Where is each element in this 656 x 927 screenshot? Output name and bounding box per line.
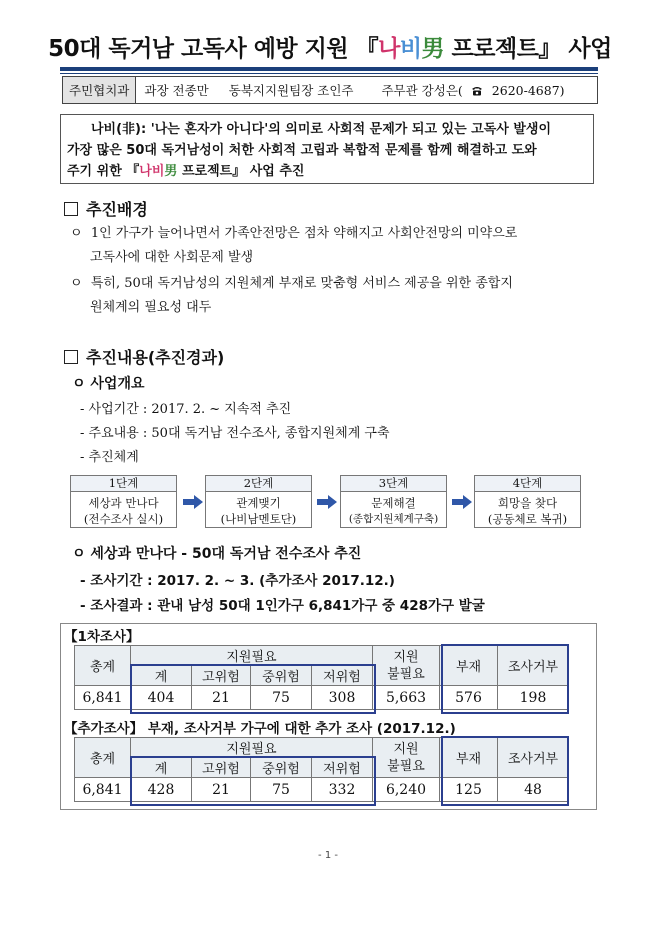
arrow-right-icon [183,495,203,509]
add-survey-label: 【추가조사】 부재, 조사거부 가구에 대한 추가 조사 (2017.12.) [64,721,456,737]
background-item: ㅇ 특히, 50대 독거남성의 지원체계 부재로 맞춤형 서비스 제공을 위한 종합지 원체계의 필요성 대두 [70,276,513,315]
header-refused: 조사거부 [498,646,569,686]
section-heading-contents: 추진내용(추진경과) [64,345,224,368]
project-period: - 사업기간 : 2017. 2. ~ 지속적 추진 [80,402,292,417]
summary-box [60,114,594,184]
header-sum: 계 [131,758,192,778]
header-absent: 부재 [440,646,498,686]
header-total: 총계 [75,646,131,686]
highlight-box-absent-refused [441,736,569,806]
title-rule [60,67,598,71]
header-no-need: 지원 불필요 [373,646,440,686]
survey-period: - 조사기간 : 2017. 2. ~ 3. (추가조사 2017.12.) [80,573,395,589]
header-support-needed: 지원필요 [131,646,373,666]
header-high: 고위험 [192,758,251,778]
table-row: 6,841 428 21 75 332 6,240 125 48 [75,778,569,802]
highlight-box-support [130,756,376,806]
arrow-right-icon [452,495,472,509]
section-heading-background: 추진배경 [64,197,148,220]
survey-title: ㅇ 세상과 만나다 - 50대 독거남 전수조사 추진 [72,546,362,562]
title-rule-thin [60,73,598,74]
header-mid: 중위험 [251,666,312,686]
header-low: 저위험 [312,666,373,686]
summary-line: 주기 위한 『나비男 프로젝트』 사업 추진 [67,164,305,179]
header-mid: 중위험 [251,758,312,778]
staff-info-bar [62,76,598,104]
survey-result: - 조사결과 : 관내 남성 50대 1인가구 6,841가구 중 428가구 발굴 [80,598,485,614]
phone-icon [471,84,483,94]
header-high: 고위험 [192,666,251,686]
page-title: 50대 독거남 고독사 예방 지원 『나비男 프로젝트』 사업 [48,36,612,62]
team-lead: 동북지지원팀장 조인주 [228,83,354,98]
header-refused: 조사거부 [498,738,569,778]
summary-line: 가장 많은 50대 독거남성이 처한 사회적 고립과 복합적 문제를 함께 해결하고 도와 [67,143,537,158]
header-sum: 계 [131,666,192,686]
header-no-need: 지원 불필요 [373,738,440,778]
checkbox-square-icon [64,350,78,364]
table-row: 6,841 404 21 75 308 5,663 576 198 [75,686,569,710]
highlight-box-absent-refused [441,644,569,714]
highlight-box-support [130,664,376,714]
overview-title: ㅇ 사업개요 [72,376,145,392]
step-box: 3단계 문제해결 (종합지원체계구축) [340,475,447,528]
step-box: 1단계 세상과 만나다 (전수조사 실시) [70,475,177,528]
project-system-label: - 추진체계 [80,450,139,465]
header-support-needed: 지원필요 [131,738,373,758]
header-absent: 부재 [440,738,498,778]
officer: 주무관 강성은( 2620-4687) [381,83,565,98]
project-main-content: - 주요내용 : 50대 독거남 전수조사, 종합지원체계 구축 [80,426,390,441]
arrow-right-icon [317,495,337,509]
page-number: - 1 - [318,850,338,861]
manager: 과장 전종만 [144,83,209,98]
header-low: 저위험 [312,758,373,778]
step-box: 4단계 희망을 찾다 (공동체로 복귀) [474,475,581,528]
summary-line: 나비(非): '나는 혼자가 아니다'의 의미로 사회적 문제가 되고 있는 고독사 발생이 [91,122,552,137]
step-box: 2단계 관계맺기 (나비남멘토단) [205,475,312,528]
header-total: 총계 [75,738,131,778]
first-survey-label: 【1차조사】 [64,629,140,645]
checkbox-square-icon [64,202,78,216]
department-label: 주민협치과 [63,77,136,103]
background-item: ㅇ 1인 가구가 늘어나면서 가족안전망은 점차 약해지고 사회안전망의 미약으로 고독사에 대한 사회문제 발생 [70,226,518,265]
